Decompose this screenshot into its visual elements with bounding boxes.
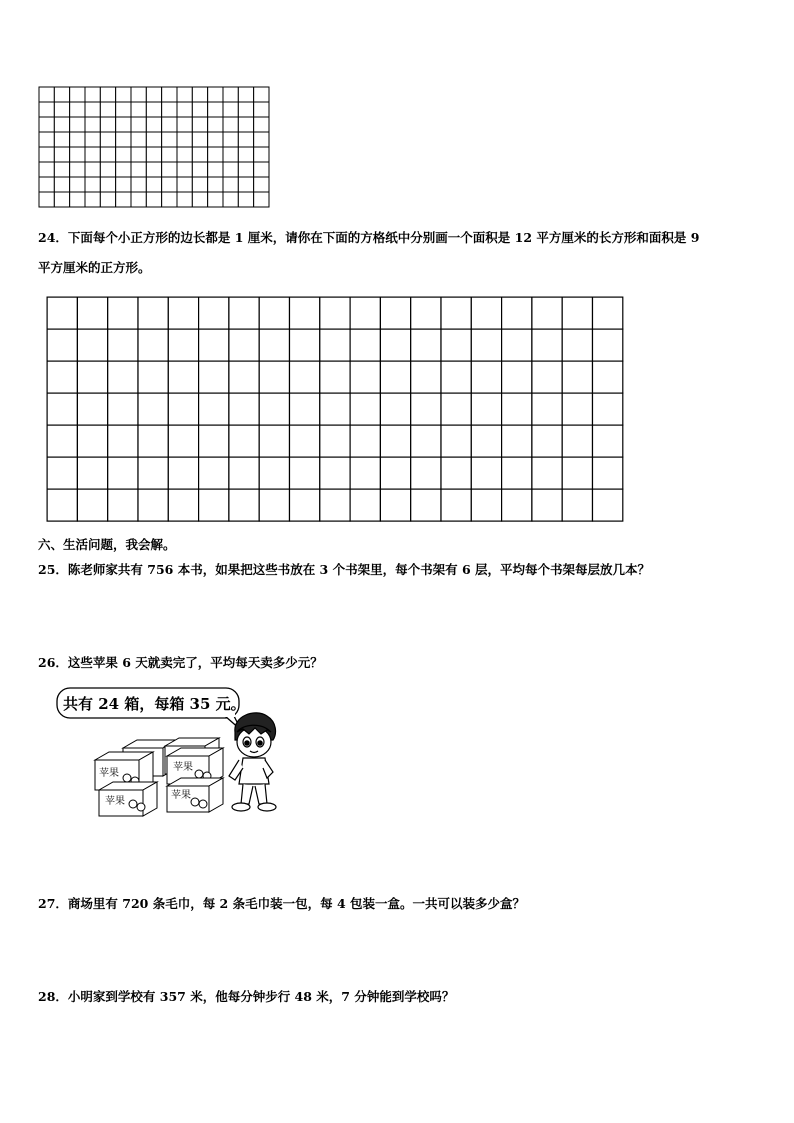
grid-cell bbox=[259, 489, 289, 521]
grid-cell bbox=[116, 147, 131, 162]
grid-cell bbox=[223, 147, 238, 162]
grid-cell bbox=[70, 87, 85, 102]
grid-cell bbox=[54, 102, 69, 117]
grid-cell bbox=[238, 117, 253, 132]
grid-cell bbox=[131, 147, 146, 162]
grid-cell bbox=[54, 147, 69, 162]
grid-cell bbox=[146, 102, 161, 117]
grid-cell bbox=[108, 297, 138, 329]
grid-cell bbox=[108, 329, 138, 361]
grid-cell bbox=[254, 117, 269, 132]
grid-cell bbox=[39, 162, 54, 177]
grid-cell bbox=[77, 329, 107, 361]
grid-cell bbox=[350, 297, 380, 329]
grid-cell bbox=[116, 87, 131, 102]
grid-cell bbox=[54, 117, 69, 132]
grid-cell bbox=[199, 393, 229, 425]
grid-cell bbox=[100, 132, 115, 147]
grid-cell bbox=[441, 361, 471, 393]
grid-cell bbox=[471, 393, 501, 425]
grid-cell bbox=[138, 361, 168, 393]
grid-cell bbox=[39, 132, 54, 147]
grid-cell bbox=[441, 297, 471, 329]
grid-cell bbox=[441, 425, 471, 457]
grid-cell bbox=[85, 147, 100, 162]
section-6-title: 六、生活问题，我会解。 bbox=[38, 537, 176, 552]
grid-cell bbox=[100, 162, 115, 177]
grid-cell bbox=[223, 87, 238, 102]
grid-cell bbox=[593, 393, 623, 425]
grid-cell bbox=[108, 489, 138, 521]
grid-cell bbox=[350, 425, 380, 457]
grid-cell bbox=[290, 297, 320, 329]
grid-cell bbox=[471, 457, 501, 489]
grid-cell bbox=[108, 425, 138, 457]
grid-cell bbox=[177, 87, 192, 102]
grid-cell bbox=[54, 192, 69, 207]
grid-cell bbox=[77, 425, 107, 457]
grid-cell bbox=[168, 457, 198, 489]
grid-cell bbox=[562, 329, 592, 361]
grid-cell bbox=[441, 329, 471, 361]
grid-cell bbox=[441, 457, 471, 489]
grid-cell bbox=[47, 297, 77, 329]
grid-cell bbox=[254, 132, 269, 147]
grid-cell bbox=[162, 177, 177, 192]
grid-cell bbox=[593, 457, 623, 489]
grid-cell bbox=[70, 162, 85, 177]
grid-cell bbox=[380, 297, 410, 329]
grid-cell bbox=[471, 361, 501, 393]
grid-cell bbox=[208, 132, 223, 147]
grid-cell bbox=[162, 117, 177, 132]
grid-cell bbox=[199, 297, 229, 329]
grid-cell bbox=[502, 457, 532, 489]
grid-cell bbox=[168, 297, 198, 329]
grid-cell bbox=[199, 425, 229, 457]
grid-cell bbox=[116, 192, 131, 207]
grid-cell bbox=[146, 162, 161, 177]
boy-figure bbox=[229, 713, 276, 811]
grid-cell bbox=[380, 489, 410, 521]
grid-cell bbox=[54, 87, 69, 102]
question-28: 28．小明家到学校有 357 米，他每分钟步行 48 米，7 分钟能到学校吗？ bbox=[38, 989, 455, 1004]
grid-cell bbox=[70, 177, 85, 192]
grid-cell bbox=[254, 192, 269, 207]
grid-cell bbox=[380, 425, 410, 457]
grid-cell bbox=[116, 162, 131, 177]
grid-cell bbox=[138, 393, 168, 425]
grid-cell bbox=[39, 177, 54, 192]
grid-cell bbox=[138, 329, 168, 361]
question-24-line2: 平方厘米的正方形。 bbox=[38, 260, 151, 275]
grid-cell bbox=[168, 489, 198, 521]
grid-cell bbox=[208, 192, 223, 207]
grid-cell bbox=[411, 297, 441, 329]
grid-cell bbox=[177, 132, 192, 147]
grid-cell bbox=[229, 489, 259, 521]
grid-cell bbox=[70, 117, 85, 132]
grid-cell bbox=[192, 132, 207, 147]
grid-cell bbox=[471, 425, 501, 457]
grid-cell bbox=[320, 329, 350, 361]
grid-cell bbox=[177, 117, 192, 132]
grid-cell bbox=[138, 489, 168, 521]
grid-cell bbox=[441, 393, 471, 425]
grid-cell bbox=[562, 489, 592, 521]
grid-cell bbox=[562, 457, 592, 489]
grid-cell bbox=[199, 457, 229, 489]
box-label-3: 苹果 bbox=[105, 796, 125, 807]
grid-cell bbox=[532, 457, 562, 489]
grid-cell bbox=[146, 87, 161, 102]
grid-cell bbox=[85, 102, 100, 117]
apple-box-4 bbox=[167, 778, 223, 812]
grid-cell bbox=[532, 361, 562, 393]
grid-cell bbox=[100, 87, 115, 102]
grid-cell bbox=[411, 329, 441, 361]
grid-cell bbox=[177, 192, 192, 207]
grid-cell bbox=[223, 177, 238, 192]
grid-cell bbox=[192, 87, 207, 102]
grid-cell bbox=[199, 361, 229, 393]
question-25: 25．陈老师家共有 756 本书，如果把这些书放在 3 个书架里，每个书架有 6 层，平均每个书架每层放几本？ bbox=[38, 562, 650, 577]
grid-cell bbox=[77, 393, 107, 425]
grid-cell bbox=[502, 393, 532, 425]
grid-cell bbox=[162, 147, 177, 162]
grid-cell bbox=[131, 177, 146, 192]
large-grid-svg[interactable] bbox=[46, 296, 624, 522]
grid-cell bbox=[70, 147, 85, 162]
apple-boxes-illustration bbox=[55, 680, 295, 830]
grid-cell bbox=[593, 297, 623, 329]
question-26: 26．这些苹果 6 天就卖完了，平均每天卖多少元？ bbox=[38, 655, 323, 670]
grid-cell bbox=[100, 102, 115, 117]
grid-cell bbox=[100, 147, 115, 162]
box-label-2: 苹果 bbox=[173, 762, 193, 773]
grid-cell bbox=[85, 132, 100, 147]
grid-cell bbox=[380, 329, 410, 361]
grid-cell bbox=[54, 132, 69, 147]
grid-cell bbox=[85, 192, 100, 207]
grid-cell bbox=[350, 361, 380, 393]
grid-cell bbox=[320, 425, 350, 457]
grid-cell bbox=[471, 489, 501, 521]
grid-cell bbox=[208, 102, 223, 117]
grid-cell bbox=[39, 192, 54, 207]
grid-cell bbox=[192, 192, 207, 207]
grid-cell bbox=[108, 457, 138, 489]
grid-cell bbox=[562, 361, 592, 393]
grid-cell bbox=[138, 297, 168, 329]
grid-cell bbox=[39, 117, 54, 132]
grid-cell bbox=[208, 87, 223, 102]
grid-cell bbox=[238, 177, 253, 192]
grid-cell bbox=[162, 132, 177, 147]
grid-cell bbox=[411, 457, 441, 489]
grid-cell bbox=[290, 393, 320, 425]
grid-cell bbox=[229, 329, 259, 361]
grid-cell bbox=[320, 361, 350, 393]
speech-bubble-text: 共有 24 箱，每箱 35 元。 bbox=[63, 695, 246, 713]
grid-cell bbox=[229, 393, 259, 425]
grid-cell bbox=[208, 147, 223, 162]
grid-cell bbox=[380, 393, 410, 425]
grid-cell bbox=[54, 177, 69, 192]
grid-cell bbox=[223, 117, 238, 132]
grid-cell bbox=[229, 361, 259, 393]
grid-cell bbox=[320, 489, 350, 521]
grid-cell bbox=[85, 87, 100, 102]
grid-cell bbox=[380, 457, 410, 489]
grid-cell bbox=[192, 162, 207, 177]
apple-box-3 bbox=[99, 782, 157, 816]
grid-cell bbox=[146, 147, 161, 162]
grid-cell bbox=[532, 425, 562, 457]
grid-cell bbox=[229, 297, 259, 329]
grid-cell bbox=[562, 393, 592, 425]
grid-cell bbox=[350, 329, 380, 361]
grid-cell bbox=[502, 489, 532, 521]
grid-cell bbox=[116, 132, 131, 147]
large-grid[interactable] bbox=[46, 296, 624, 522]
grid-cell bbox=[208, 162, 223, 177]
grid-cell bbox=[290, 329, 320, 361]
grid-cell bbox=[54, 162, 69, 177]
grid-cell bbox=[131, 117, 146, 132]
grid-cell bbox=[39, 147, 54, 162]
grid-cell bbox=[593, 425, 623, 457]
grid-cell bbox=[254, 147, 269, 162]
grid-cell bbox=[411, 393, 441, 425]
grid-cell bbox=[116, 117, 131, 132]
grid-cell bbox=[350, 457, 380, 489]
grid-cell bbox=[146, 117, 161, 132]
grid-cell bbox=[223, 192, 238, 207]
grid-cell bbox=[162, 87, 177, 102]
grid-cell bbox=[100, 192, 115, 207]
grid-cell bbox=[208, 177, 223, 192]
grid-cell bbox=[47, 457, 77, 489]
grid-cell bbox=[70, 192, 85, 207]
grid-cell bbox=[238, 87, 253, 102]
grid-cell bbox=[116, 102, 131, 117]
grid-cell bbox=[254, 102, 269, 117]
grid-cell bbox=[146, 132, 161, 147]
grid-cell bbox=[259, 329, 289, 361]
grid-cell bbox=[131, 192, 146, 207]
small-grid bbox=[38, 86, 270, 208]
grid-cell bbox=[47, 489, 77, 521]
grid-cell bbox=[229, 425, 259, 457]
grid-cell bbox=[162, 192, 177, 207]
grid-cell bbox=[471, 329, 501, 361]
grid-cell bbox=[85, 117, 100, 132]
grid-cell bbox=[47, 329, 77, 361]
grid-cell bbox=[146, 177, 161, 192]
grid-cell bbox=[177, 162, 192, 177]
grid-cell bbox=[441, 489, 471, 521]
grid-cell bbox=[238, 102, 253, 117]
grid-cell bbox=[502, 425, 532, 457]
grid-cell bbox=[223, 132, 238, 147]
grid-cell bbox=[100, 177, 115, 192]
grid-cell bbox=[593, 361, 623, 393]
grid-cell bbox=[192, 147, 207, 162]
grid-cell bbox=[532, 329, 562, 361]
grid-cell bbox=[229, 457, 259, 489]
grid-cell bbox=[254, 162, 269, 177]
grid-cell bbox=[39, 87, 54, 102]
grid-cell bbox=[77, 361, 107, 393]
small-grid-svg bbox=[38, 86, 270, 208]
grid-cell bbox=[146, 192, 161, 207]
grid-cell bbox=[320, 393, 350, 425]
grid-cell bbox=[131, 132, 146, 147]
grid-cell bbox=[254, 87, 269, 102]
grid-cell bbox=[77, 489, 107, 521]
grid-cell bbox=[116, 177, 131, 192]
box-label-4: 苹果 bbox=[171, 790, 191, 801]
grid-cell bbox=[259, 457, 289, 489]
grid-cell bbox=[162, 162, 177, 177]
grid-cell bbox=[47, 425, 77, 457]
grid-cell bbox=[502, 329, 532, 361]
grid-cell bbox=[208, 117, 223, 132]
grid-cell bbox=[138, 425, 168, 457]
grid-cell bbox=[168, 393, 198, 425]
grid-cell bbox=[532, 489, 562, 521]
grid-cell bbox=[290, 425, 320, 457]
grid-cell bbox=[168, 425, 198, 457]
grid-cell bbox=[131, 102, 146, 117]
grid-cell bbox=[238, 192, 253, 207]
grid-cell bbox=[85, 177, 100, 192]
grid-cell bbox=[47, 393, 77, 425]
grid-cell bbox=[238, 132, 253, 147]
grid-cell bbox=[471, 297, 501, 329]
grid-cell bbox=[562, 425, 592, 457]
grid-cell bbox=[259, 297, 289, 329]
grid-cell bbox=[131, 162, 146, 177]
grid-cell bbox=[70, 132, 85, 147]
grid-cell bbox=[192, 102, 207, 117]
grid-cell bbox=[70, 102, 85, 117]
grid-cell bbox=[259, 425, 289, 457]
grid-cell bbox=[259, 393, 289, 425]
grid-cell bbox=[350, 489, 380, 521]
grid-cell bbox=[593, 489, 623, 521]
grid-cell bbox=[320, 297, 350, 329]
grid-cell bbox=[162, 102, 177, 117]
grid-cell bbox=[192, 177, 207, 192]
box-label-1: 苹果 bbox=[99, 768, 119, 779]
grid-cell bbox=[77, 457, 107, 489]
grid-cell bbox=[168, 361, 198, 393]
grid-cell bbox=[350, 393, 380, 425]
grid-cell bbox=[177, 102, 192, 117]
grid-cell bbox=[238, 162, 253, 177]
grid-cell bbox=[131, 87, 146, 102]
grid-cell bbox=[562, 297, 592, 329]
grid-cell bbox=[108, 393, 138, 425]
grid-cell bbox=[502, 297, 532, 329]
grid-cell bbox=[223, 162, 238, 177]
grid-cell bbox=[47, 361, 77, 393]
grid-cell bbox=[100, 117, 115, 132]
grid-cell bbox=[238, 147, 253, 162]
speech-bubble bbox=[57, 688, 246, 730]
grid-cell bbox=[199, 329, 229, 361]
grid-cell bbox=[532, 297, 562, 329]
grid-cell bbox=[411, 425, 441, 457]
grid-cell bbox=[223, 102, 238, 117]
grid-cell bbox=[290, 361, 320, 393]
grid-cell bbox=[199, 489, 229, 521]
grid-cell bbox=[411, 489, 441, 521]
grid-cell bbox=[532, 393, 562, 425]
grid-cell bbox=[168, 329, 198, 361]
grid-cell bbox=[177, 147, 192, 162]
grid-cell bbox=[254, 177, 269, 192]
grid-cell bbox=[138, 457, 168, 489]
grid-cell bbox=[290, 489, 320, 521]
question-24-line1: 24．下面每个小正方形的边长都是 1 厘米，请你在下面的方格纸中分别画一个面积是 12 平方厘米的长方形和面积是 9 bbox=[38, 230, 700, 245]
grid-cell bbox=[411, 361, 441, 393]
grid-cell bbox=[39, 102, 54, 117]
question-27: 27．商场里有 720 条毛巾，每 2 条毛巾装一包，每 4 包装一盒。一共可以装多少盒？ bbox=[38, 896, 525, 911]
grid-cell bbox=[593, 329, 623, 361]
grid-cell bbox=[502, 361, 532, 393]
grid-cell bbox=[85, 162, 100, 177]
grid-cell bbox=[290, 457, 320, 489]
grid-cell bbox=[77, 297, 107, 329]
grid-cell bbox=[177, 177, 192, 192]
illustration-svg bbox=[55, 680, 295, 830]
grid-cell bbox=[259, 361, 289, 393]
grid-cell bbox=[380, 361, 410, 393]
grid-cell bbox=[108, 361, 138, 393]
grid-cell bbox=[192, 117, 207, 132]
grid-cell bbox=[320, 457, 350, 489]
